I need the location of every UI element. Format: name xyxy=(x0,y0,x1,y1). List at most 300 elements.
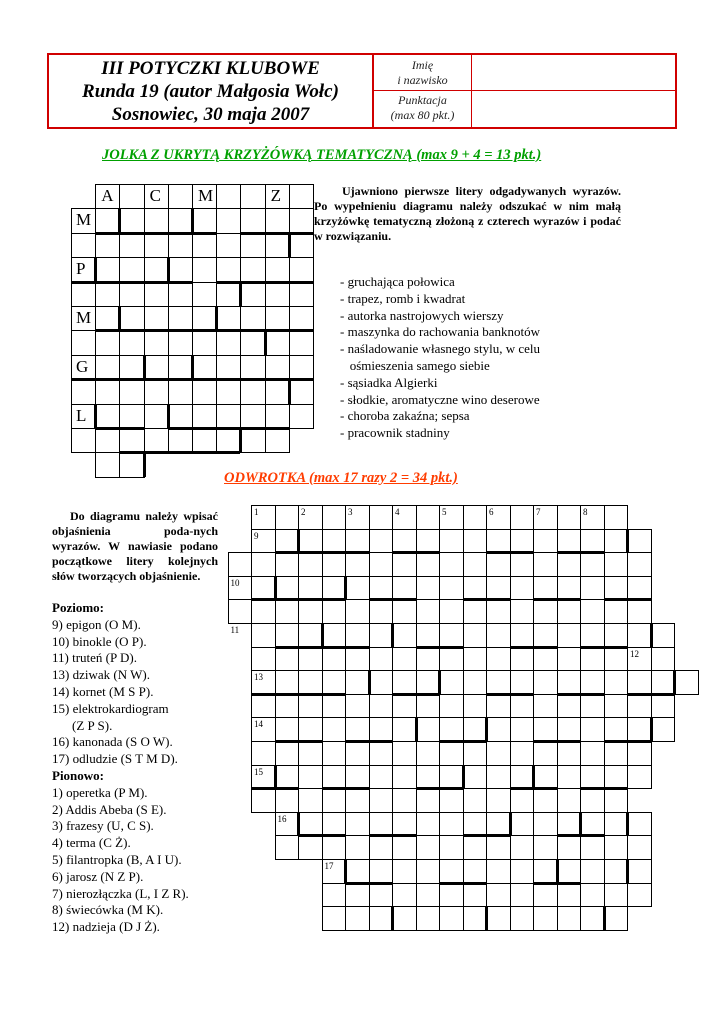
odwrotka-cell[interactable] xyxy=(345,670,370,695)
odwrotka-cell[interactable] xyxy=(392,883,417,908)
jolka-cell[interactable] xyxy=(240,233,265,258)
odwrotka-cell[interactable] xyxy=(580,694,605,719)
odwrotka-cell[interactable] xyxy=(604,906,629,931)
odwrotka-cell[interactable] xyxy=(533,599,558,624)
odwrotka-cell[interactable] xyxy=(627,552,652,577)
odwrotka-cell[interactable] xyxy=(533,812,558,837)
odwrotka-cell[interactable] xyxy=(322,670,347,695)
score-field[interactable] xyxy=(472,91,675,127)
odwrotka-cell[interactable] xyxy=(251,647,276,672)
odwrotka-cell[interactable] xyxy=(322,623,347,648)
odwrotka-cell[interactable] xyxy=(416,883,441,908)
odwrotka-cell[interactable] xyxy=(533,623,558,648)
odwrotka-cell[interactable] xyxy=(275,599,300,624)
odwrotka-cell[interactable] xyxy=(580,623,605,648)
odwrotka-cell[interactable] xyxy=(439,765,464,790)
jolka-cell[interactable] xyxy=(95,257,120,282)
odwrotka-cell[interactable] xyxy=(275,717,300,742)
odwrotka-cell[interactable] xyxy=(369,765,394,790)
odwrotka-cell[interactable] xyxy=(463,576,488,601)
jolka-cell[interactable] xyxy=(95,306,120,331)
odwrotka-cell[interactable] xyxy=(251,576,276,601)
odwrotka-cell[interactable] xyxy=(627,576,652,601)
jolka-cell[interactable] xyxy=(216,428,241,453)
odwrotka-cell[interactable] xyxy=(322,599,347,624)
odwrotka-cell[interactable] xyxy=(392,906,417,931)
odwrotka-cell[interactable] xyxy=(345,883,370,908)
odwrotka-cell[interactable] xyxy=(322,552,347,577)
odwrotka-cell[interactable] xyxy=(486,576,511,601)
jolka-cell[interactable] xyxy=(119,306,144,331)
odwrotka-cell[interactable] xyxy=(392,717,417,742)
odwrotka-cell[interactable] xyxy=(557,623,582,648)
odwrotka-cell[interactable] xyxy=(439,623,464,648)
odwrotka-cell[interactable] xyxy=(439,812,464,837)
jolka-cell[interactable] xyxy=(192,208,217,233)
odwrotka-cell[interactable] xyxy=(416,812,441,837)
odwrotka-cell[interactable] xyxy=(510,883,535,908)
odwrotka-cell[interactable] xyxy=(533,859,558,884)
jolka-cell[interactable] xyxy=(289,306,314,331)
odwrotka-cell[interactable] xyxy=(298,647,323,672)
odwrotka-cell[interactable] xyxy=(392,529,417,554)
odwrotka-cell[interactable] xyxy=(533,835,558,860)
odwrotka-cell[interactable] xyxy=(510,859,535,884)
jolka-cell[interactable] xyxy=(168,208,193,233)
jolka-cell[interactable] xyxy=(168,379,193,404)
odwrotka-cell[interactable] xyxy=(298,812,323,837)
odwrotka-cell[interactable] xyxy=(627,599,652,624)
odwrotka-cell[interactable] xyxy=(533,765,558,790)
jolka-cell[interactable] xyxy=(95,404,120,429)
odwrotka-cell[interactable] xyxy=(392,623,417,648)
odwrotka-cell[interactable] xyxy=(627,765,652,790)
jolka-cell[interactable] xyxy=(289,379,314,404)
jolka-cell[interactable] xyxy=(95,330,120,355)
jolka-cell[interactable] xyxy=(289,257,314,282)
odwrotka-cell[interactable] xyxy=(533,788,558,813)
odwrotka-cell[interactable] xyxy=(392,788,417,813)
odwrotka-cell[interactable] xyxy=(463,859,488,884)
jolka-cell[interactable] xyxy=(71,379,96,404)
odwrotka-cell[interactable] xyxy=(463,623,488,648)
jolka-cell[interactable] xyxy=(71,282,96,307)
odwrotka-cell[interactable] xyxy=(463,906,488,931)
odwrotka-cell[interactable] xyxy=(298,552,323,577)
jolka-cell[interactable] xyxy=(144,282,169,307)
jolka-cell[interactable] xyxy=(240,282,265,307)
odwrotka-cell[interactable] xyxy=(557,788,582,813)
odwrotka-cell[interactable] xyxy=(392,859,417,884)
odwrotka-cell[interactable] xyxy=(510,552,535,577)
odwrotka-cell[interactable] xyxy=(345,599,370,624)
jolka-cell[interactable] xyxy=(240,355,265,380)
odwrotka-cell[interactable] xyxy=(345,552,370,577)
odwrotka-cell[interactable] xyxy=(416,859,441,884)
odwrotka-cell[interactable] xyxy=(580,670,605,695)
odwrotka-cell[interactable] xyxy=(651,623,676,648)
odwrotka-cell[interactable] xyxy=(510,788,535,813)
odwrotka-cell[interactable] xyxy=(322,741,347,766)
jolka-cell[interactable] xyxy=(192,330,217,355)
jolka-cell[interactable] xyxy=(289,233,314,258)
odwrotka-cell[interactable] xyxy=(463,717,488,742)
jolka-cell[interactable] xyxy=(119,452,144,477)
jolka-cell[interactable] xyxy=(265,404,290,429)
odwrotka-cell[interactable] xyxy=(604,576,629,601)
odwrotka-cell[interactable] xyxy=(510,529,535,554)
jolka-cell[interactable] xyxy=(240,184,265,209)
odwrotka-cell[interactable] xyxy=(580,765,605,790)
odwrotka-cell[interactable] xyxy=(322,694,347,719)
jolka-cell[interactable] xyxy=(95,428,120,453)
odwrotka-cell[interactable] xyxy=(251,788,276,813)
odwrotka-cell[interactable] xyxy=(463,670,488,695)
jolka-cell[interactable] xyxy=(168,306,193,331)
jolka-cell[interactable] xyxy=(192,257,217,282)
odwrotka-cell[interactable] xyxy=(486,883,511,908)
odwrotka-cell[interactable] xyxy=(510,599,535,624)
jolka-cell[interactable] xyxy=(216,184,241,209)
odwrotka-cell[interactable] xyxy=(251,623,276,648)
odwrotka-cell[interactable] xyxy=(275,647,300,672)
odwrotka-cell[interactable] xyxy=(345,765,370,790)
odwrotka-cell[interactable] xyxy=(557,647,582,672)
odwrotka-cell[interactable] xyxy=(627,812,652,837)
odwrotka-cell[interactable] xyxy=(580,576,605,601)
odwrotka-cell[interactable] xyxy=(298,529,323,554)
jolka-cell[interactable] xyxy=(144,233,169,258)
odwrotka-cell[interactable] xyxy=(369,906,394,931)
odwrotka-cell[interactable] xyxy=(439,741,464,766)
jolka-cell[interactable] xyxy=(71,330,96,355)
odwrotka-cell[interactable] xyxy=(604,835,629,860)
odwrotka-cell[interactable] xyxy=(322,883,347,908)
odwrotka-cell[interactable] xyxy=(416,835,441,860)
jolka-cell[interactable] xyxy=(289,404,314,429)
odwrotka-cell[interactable] xyxy=(651,647,676,672)
odwrotka-cell[interactable] xyxy=(580,835,605,860)
odwrotka-cell[interactable] xyxy=(298,765,323,790)
jolka-cell[interactable] xyxy=(192,233,217,258)
odwrotka-cell[interactable] xyxy=(557,529,582,554)
jolka-cell[interactable] xyxy=(119,208,144,233)
odwrotka-cell[interactable] xyxy=(580,906,605,931)
odwrotka-cell[interactable] xyxy=(345,576,370,601)
odwrotka-cell[interactable] xyxy=(369,529,394,554)
odwrotka-cell[interactable] xyxy=(275,505,300,530)
odwrotka-cell[interactable] xyxy=(604,741,629,766)
odwrotka-cell[interactable] xyxy=(486,670,511,695)
odwrotka-cell[interactable] xyxy=(533,552,558,577)
odwrotka-cell[interactable] xyxy=(392,741,417,766)
odwrotka-cell[interactable] xyxy=(298,717,323,742)
odwrotka-cell[interactable] xyxy=(322,529,347,554)
odwrotka-cell[interactable] xyxy=(369,694,394,719)
odwrotka-cell[interactable] xyxy=(533,717,558,742)
odwrotka-cell[interactable] xyxy=(674,670,699,695)
odwrotka-cell[interactable] xyxy=(439,670,464,695)
odwrotka-cell[interactable] xyxy=(486,835,511,860)
odwrotka-cell[interactable] xyxy=(392,765,417,790)
odwrotka-cell[interactable] xyxy=(322,835,347,860)
odwrotka-cell[interactable] xyxy=(298,670,323,695)
odwrotka-cell[interactable] xyxy=(627,529,652,554)
jolka-cell[interactable] xyxy=(265,208,290,233)
jolka-cell[interactable] xyxy=(289,282,314,307)
jolka-cell[interactable] xyxy=(144,208,169,233)
odwrotka-cell[interactable] xyxy=(627,859,652,884)
odwrotka-cell[interactable] xyxy=(510,670,535,695)
odwrotka-cell[interactable] xyxy=(416,765,441,790)
odwrotka-cell[interactable] xyxy=(275,670,300,695)
jolka-cell[interactable] xyxy=(240,428,265,453)
odwrotka-cell[interactable] xyxy=(392,670,417,695)
jolka-cell[interactable] xyxy=(71,233,96,258)
odwrotka-cell[interactable] xyxy=(486,647,511,672)
jolka-cell[interactable] xyxy=(95,282,120,307)
jolka-cell[interactable] xyxy=(95,233,120,258)
odwrotka-cell[interactable] xyxy=(557,694,582,719)
odwrotka-cell[interactable] xyxy=(533,647,558,672)
odwrotka-cell[interactable] xyxy=(369,670,394,695)
odwrotka-cell[interactable] xyxy=(510,812,535,837)
odwrotka-cell[interactable] xyxy=(604,812,629,837)
odwrotka-cell[interactable] xyxy=(463,694,488,719)
odwrotka-cell[interactable] xyxy=(439,906,464,931)
odwrotka-cell[interactable] xyxy=(486,906,511,931)
odwrotka-cell[interactable] xyxy=(369,505,394,530)
jolka-cell[interactable] xyxy=(119,282,144,307)
odwrotka-cell[interactable] xyxy=(345,812,370,837)
jolka-cell[interactable] xyxy=(265,355,290,380)
odwrotka-cell[interactable] xyxy=(533,576,558,601)
odwrotka-cell[interactable] xyxy=(251,599,276,624)
odwrotka-cell[interactable] xyxy=(369,788,394,813)
odwrotka-cell[interactable] xyxy=(557,717,582,742)
odwrotka-cell[interactable] xyxy=(345,788,370,813)
odwrotka-cell[interactable] xyxy=(298,788,323,813)
jolka-cell[interactable] xyxy=(289,330,314,355)
odwrotka-cell[interactable] xyxy=(604,623,629,648)
odwrotka-cell[interactable] xyxy=(345,647,370,672)
odwrotka-cell[interactable] xyxy=(416,788,441,813)
odwrotka-cell[interactable] xyxy=(463,812,488,837)
odwrotka-cell[interactable] xyxy=(604,505,629,530)
jolka-cell[interactable] xyxy=(192,404,217,429)
jolka-cell[interactable] xyxy=(216,330,241,355)
odwrotka-cell[interactable] xyxy=(627,835,652,860)
jolka-cell[interactable] xyxy=(240,257,265,282)
odwrotka-cell[interactable] xyxy=(416,670,441,695)
odwrotka-cell[interactable] xyxy=(439,883,464,908)
odwrotka-cell[interactable] xyxy=(533,529,558,554)
odwrotka-cell[interactable] xyxy=(580,529,605,554)
jolka-cell[interactable] xyxy=(192,355,217,380)
jolka-cell[interactable] xyxy=(144,428,169,453)
odwrotka-cell[interactable] xyxy=(298,623,323,648)
odwrotka-cell[interactable] xyxy=(369,576,394,601)
jolka-cell[interactable] xyxy=(192,306,217,331)
odwrotka-cell[interactable] xyxy=(369,599,394,624)
jolka-cell[interactable] xyxy=(265,257,290,282)
jolka-cell[interactable] xyxy=(95,355,120,380)
odwrotka-cell[interactable] xyxy=(416,505,441,530)
odwrotka-cell[interactable] xyxy=(557,599,582,624)
jolka-cell[interactable] xyxy=(71,428,96,453)
odwrotka-cell[interactable] xyxy=(604,670,629,695)
jolka-cell[interactable] xyxy=(144,355,169,380)
odwrotka-cell[interactable] xyxy=(463,599,488,624)
jolka-cell[interactable] xyxy=(216,282,241,307)
odwrotka-cell[interactable] xyxy=(322,576,347,601)
jolka-cell[interactable] xyxy=(289,184,314,209)
odwrotka-cell[interactable] xyxy=(533,741,558,766)
jolka-cell[interactable] xyxy=(216,257,241,282)
jolka-cell[interactable] xyxy=(192,379,217,404)
odwrotka-cell[interactable] xyxy=(627,694,652,719)
odwrotka-cell[interactable] xyxy=(369,835,394,860)
odwrotka-cell[interactable] xyxy=(322,505,347,530)
odwrotka-cell[interactable] xyxy=(439,859,464,884)
jolka-cell[interactable] xyxy=(119,404,144,429)
odwrotka-cell[interactable] xyxy=(345,741,370,766)
jolka-cell[interactable] xyxy=(168,404,193,429)
jolka-cell[interactable] xyxy=(119,379,144,404)
odwrotka-cell[interactable] xyxy=(439,552,464,577)
odwrotka-cell[interactable] xyxy=(463,883,488,908)
odwrotka-cell[interactable] xyxy=(510,906,535,931)
jolka-cell[interactable] xyxy=(119,257,144,282)
odwrotka-cell[interactable] xyxy=(627,717,652,742)
odwrotka-cell[interactable] xyxy=(580,741,605,766)
odwrotka-cell[interactable] xyxy=(486,623,511,648)
odwrotka-cell[interactable] xyxy=(627,623,652,648)
odwrotka-cell[interactable] xyxy=(392,599,417,624)
odwrotka-cell[interactable] xyxy=(604,599,629,624)
odwrotka-cell[interactable] xyxy=(463,552,488,577)
odwrotka-cell[interactable] xyxy=(580,599,605,624)
odwrotka-cell[interactable] xyxy=(533,694,558,719)
odwrotka-cell[interactable] xyxy=(298,835,323,860)
odwrotka-cell[interactable] xyxy=(627,883,652,908)
odwrotka-cell[interactable] xyxy=(439,835,464,860)
odwrotka-cell[interactable] xyxy=(392,812,417,837)
odwrotka-cell[interactable] xyxy=(580,647,605,672)
odwrotka-cell[interactable] xyxy=(604,717,629,742)
odwrotka-cell[interactable] xyxy=(463,835,488,860)
jolka-cell[interactable] xyxy=(95,379,120,404)
jolka-cell[interactable] xyxy=(168,184,193,209)
odwrotka-cell[interactable] xyxy=(228,552,253,577)
odwrotka-cell[interactable] xyxy=(369,859,394,884)
odwrotka-cell[interactable] xyxy=(486,717,511,742)
odwrotka-cell[interactable] xyxy=(416,647,441,672)
odwrotka-cell[interactable] xyxy=(510,647,535,672)
odwrotka-cell[interactable] xyxy=(604,529,629,554)
odwrotka-cell[interactable] xyxy=(345,623,370,648)
odwrotka-cell[interactable] xyxy=(275,623,300,648)
jolka-cell[interactable] xyxy=(240,306,265,331)
jolka-cell[interactable] xyxy=(119,330,144,355)
jolka-cell[interactable] xyxy=(192,282,217,307)
odwrotka-cell[interactable] xyxy=(557,670,582,695)
odwrotka-cell[interactable] xyxy=(369,883,394,908)
odwrotka-cell[interactable] xyxy=(322,906,347,931)
odwrotka-cell[interactable] xyxy=(580,883,605,908)
odwrotka-cell[interactable] xyxy=(557,812,582,837)
odwrotka-cell[interactable] xyxy=(439,529,464,554)
jolka-cell[interactable] xyxy=(265,379,290,404)
odwrotka-cell[interactable] xyxy=(627,741,652,766)
odwrotka-cell[interactable] xyxy=(439,788,464,813)
jolka-cell[interactable] xyxy=(168,355,193,380)
jolka-cell[interactable] xyxy=(216,404,241,429)
odwrotka-cell[interactable] xyxy=(345,694,370,719)
odwrotka-cell[interactable] xyxy=(416,552,441,577)
odwrotka-cell[interactable] xyxy=(416,906,441,931)
odwrotka-cell[interactable] xyxy=(557,906,582,931)
odwrotka-cell[interactable] xyxy=(369,647,394,672)
odwrotka-cell[interactable] xyxy=(369,623,394,648)
jolka-cell[interactable] xyxy=(119,428,144,453)
odwrotka-cell[interactable] xyxy=(604,647,629,672)
odwrotka-cell[interactable] xyxy=(580,812,605,837)
odwrotka-cell[interactable] xyxy=(533,670,558,695)
odwrotka-cell[interactable] xyxy=(416,599,441,624)
odwrotka-cell[interactable] xyxy=(510,694,535,719)
odwrotka-cell[interactable] xyxy=(486,859,511,884)
odwrotka-cell[interactable] xyxy=(392,694,417,719)
odwrotka-cell[interactable] xyxy=(345,835,370,860)
odwrotka-cell[interactable] xyxy=(486,741,511,766)
odwrotka-cell[interactable] xyxy=(369,741,394,766)
odwrotka-cell[interactable] xyxy=(345,529,370,554)
odwrotka-cell[interactable] xyxy=(439,717,464,742)
odwrotka-cell[interactable] xyxy=(510,741,535,766)
odwrotka-cell[interactable] xyxy=(369,717,394,742)
jolka-cell[interactable] xyxy=(144,379,169,404)
odwrotka-cell[interactable] xyxy=(439,694,464,719)
odwrotka-cell[interactable] xyxy=(557,576,582,601)
odwrotka-cell[interactable] xyxy=(486,599,511,624)
odwrotka-cell[interactable] xyxy=(275,552,300,577)
odwrotka-cell[interactable] xyxy=(439,647,464,672)
jolka-cell[interactable] xyxy=(265,282,290,307)
odwrotka-cell[interactable] xyxy=(322,765,347,790)
odwrotka-cell[interactable] xyxy=(557,835,582,860)
odwrotka-cell[interactable] xyxy=(369,552,394,577)
name-field[interactable] xyxy=(472,55,675,91)
odwrotka-cell[interactable] xyxy=(275,765,300,790)
odwrotka-cell[interactable] xyxy=(463,788,488,813)
odwrotka-cell[interactable] xyxy=(322,812,347,837)
odwrotka-cell[interactable] xyxy=(322,788,347,813)
odwrotka-cell[interactable] xyxy=(486,765,511,790)
odwrotka-cell[interactable] xyxy=(392,647,417,672)
odwrotka-cell[interactable] xyxy=(275,788,300,813)
jolka-cell[interactable] xyxy=(144,404,169,429)
odwrotka-cell[interactable] xyxy=(557,883,582,908)
jolka-cell[interactable] xyxy=(144,257,169,282)
odwrotka-cell[interactable] xyxy=(322,717,347,742)
odwrotka-cell[interactable] xyxy=(557,765,582,790)
odwrotka-cell[interactable] xyxy=(463,741,488,766)
odwrotka-cell[interactable] xyxy=(533,906,558,931)
jolka-cell[interactable] xyxy=(216,306,241,331)
jolka-cell[interactable] xyxy=(95,452,120,477)
odwrotka-cell[interactable] xyxy=(392,552,417,577)
